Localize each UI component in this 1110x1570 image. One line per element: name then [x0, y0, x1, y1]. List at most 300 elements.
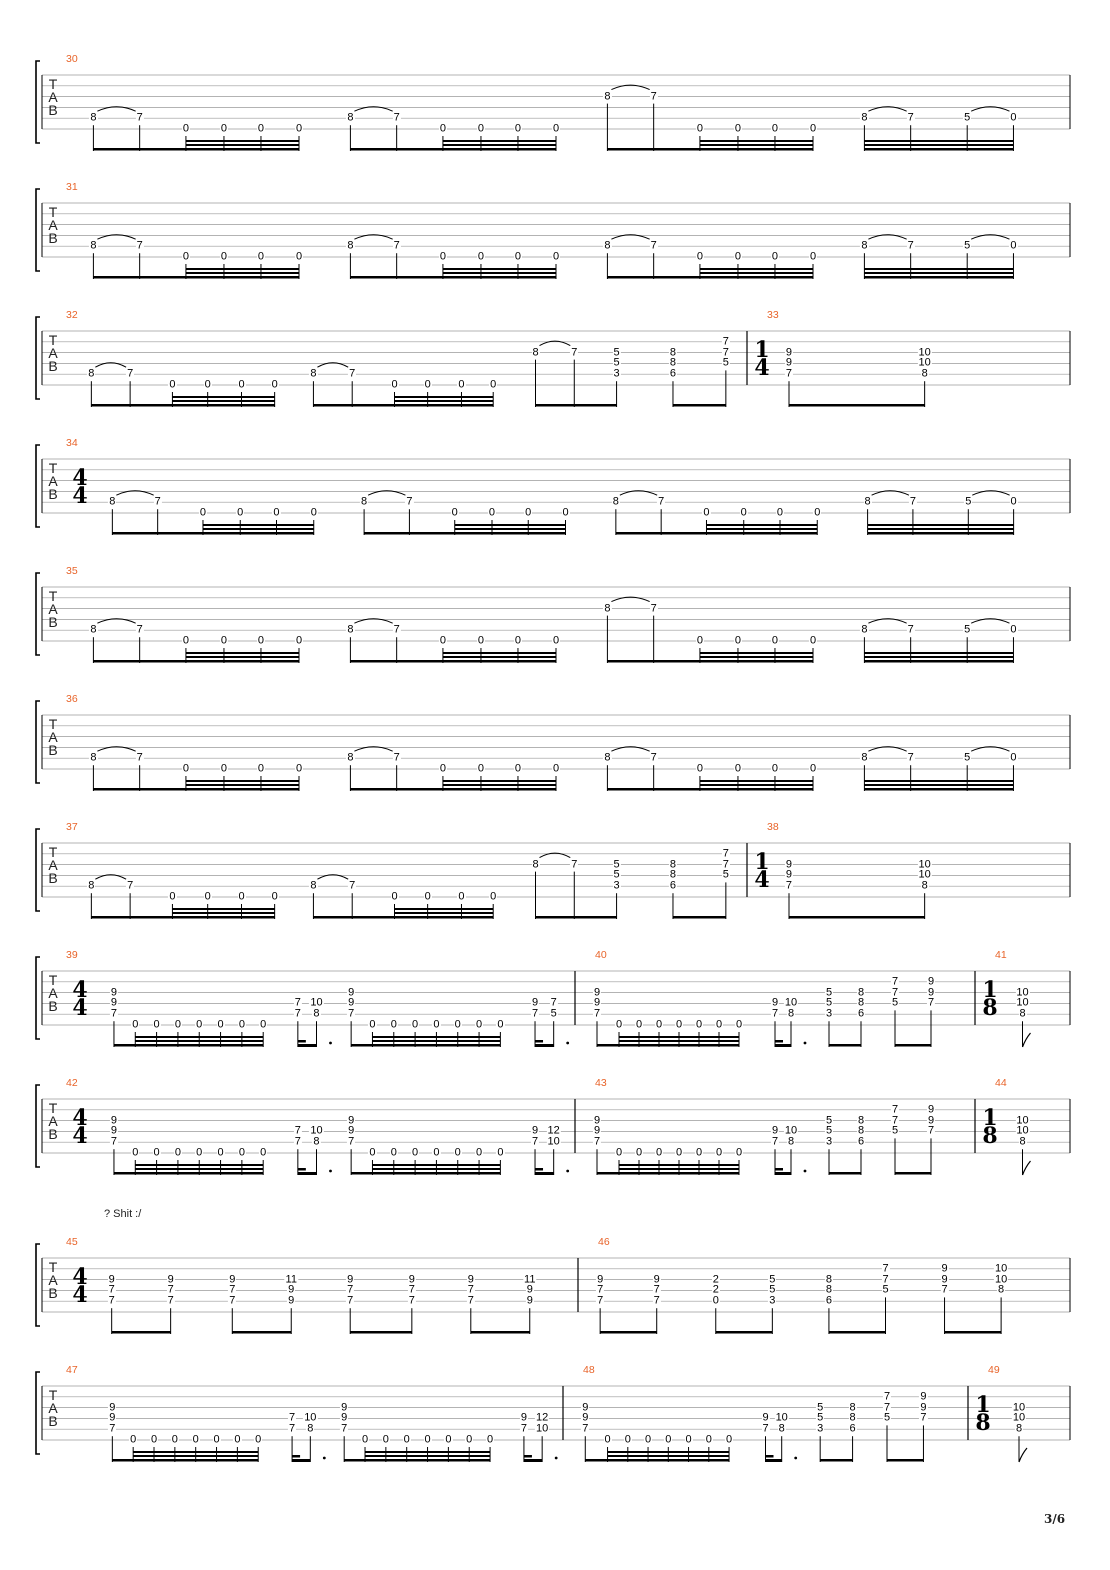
fret-number: 7 — [920, 1411, 927, 1424]
tab-clef-letter: B — [48, 870, 58, 886]
fret-number: 5 — [891, 1124, 899, 1137]
fret-number: 0 — [655, 1146, 663, 1159]
fret-number: 7 — [891, 986, 899, 999]
annotation-text: ? Shit :/ — [104, 1208, 142, 1220]
fret-number: 9 — [593, 1114, 601, 1127]
fret-number: 9 — [653, 1273, 660, 1286]
measure-number: 46 — [598, 1236, 610, 1248]
fret-number: 7 — [127, 879, 134, 892]
fret-number: 8 — [861, 623, 868, 636]
fret-number: 0 — [369, 1146, 376, 1159]
fret-number: 8 — [857, 986, 865, 999]
fret-number: 0 — [451, 506, 458, 519]
fret-number: 9 — [593, 1124, 601, 1137]
tab-clef-letter: T — [48, 1387, 58, 1403]
fret-number: 9 — [785, 346, 793, 359]
fret-number: 0 — [695, 1018, 703, 1031]
time-sig-bottom: 4 — [72, 483, 88, 510]
fret-number: 0 — [458, 890, 465, 903]
fret-number: 9 — [108, 1273, 115, 1286]
fret-number: 9 — [467, 1273, 474, 1286]
fret-number: 7 — [907, 239, 914, 252]
fret-number: 0 — [220, 122, 228, 135]
fret-number: 9 — [785, 356, 793, 369]
fret-number: 9 — [927, 986, 935, 999]
tab-clef-letter: B — [48, 998, 58, 1014]
fret-number: 8 — [347, 239, 354, 252]
fret-number: 0 — [439, 762, 446, 775]
fret-number: 0 — [466, 1433, 473, 1446]
fret-number: 0 — [255, 1433, 262, 1446]
fret-number: 0 — [361, 1433, 369, 1446]
fret-number: 7 — [393, 751, 400, 764]
fret-number: 9 — [348, 1124, 355, 1137]
fret-number: 7 — [393, 111, 400, 124]
fret-number: 7 — [658, 495, 665, 508]
fret-number: 9 — [927, 975, 935, 988]
fret-number: 0 — [1010, 495, 1017, 508]
fret-number: 0 — [192, 1433, 199, 1446]
time-sig-top: 4 — [72, 976, 88, 1003]
fret-number: 9 — [593, 996, 601, 1009]
fret-number: 0 — [217, 1018, 224, 1031]
fret-number: 0 — [514, 634, 522, 647]
fret-number: 0 — [130, 1433, 137, 1446]
fret-number: 0 — [295, 634, 303, 647]
fret-number: 0 — [696, 122, 703, 135]
tab-clef-letter: T — [48, 716, 58, 732]
fret-number: 7 — [883, 1390, 891, 1403]
fret-number: 5 — [964, 751, 971, 764]
fret-number: 0 — [412, 1146, 419, 1159]
measure-number: 33 — [767, 309, 779, 321]
fret-number: 0 — [809, 250, 817, 263]
fret-number: 0 — [488, 506, 496, 519]
fret-number: 9 — [520, 1411, 527, 1424]
fret-number: 0 — [635, 1018, 643, 1031]
fret-number: 0 — [132, 1018, 139, 1031]
fret-number: 8 — [921, 367, 928, 380]
fret-number: 8 — [313, 1007, 320, 1020]
fret-number: 7 — [882, 1262, 889, 1275]
time-sig-bottom: 8 — [982, 1123, 998, 1150]
fret-number: 9 — [408, 1273, 415, 1286]
fret-number: 0 — [182, 250, 189, 263]
fret-number: 8 — [787, 1007, 795, 1020]
fret-number: 0 — [552, 762, 560, 775]
fret-number: 7 — [571, 346, 578, 359]
time-sig-top: 4 — [72, 1104, 88, 1131]
time-sig-bottom: 4 — [754, 355, 770, 382]
fret-number: 9 — [941, 1262, 948, 1275]
fret-number: 7 — [294, 1124, 301, 1137]
fret-number: 0 — [424, 378, 431, 391]
fret-number: 8 — [604, 90, 611, 103]
fret-number: 0 — [490, 378, 497, 391]
fret-number: 9 — [597, 1273, 604, 1286]
fret-number: 0 — [525, 506, 532, 519]
tab-clef-letter: T — [48, 1259, 58, 1275]
tab-clef-letter: B — [48, 230, 58, 246]
fret-number: 8 — [347, 751, 354, 764]
fret-number: 7 — [136, 239, 143, 252]
measure-number: 30 — [66, 53, 78, 65]
fret-number: 0 — [475, 1018, 483, 1031]
fret-number: 7 — [136, 623, 143, 636]
fret-number: 8 — [604, 751, 611, 764]
fret-number: 8 — [825, 1273, 832, 1286]
measure-number: 47 — [66, 1364, 78, 1376]
fret-number: 7 — [653, 1294, 660, 1307]
fret-number: 7 — [582, 1422, 589, 1435]
fret-number: 7 — [393, 623, 400, 636]
fret-number: 3 — [817, 1422, 824, 1435]
fret-number: 3 — [613, 879, 620, 892]
fret-number: 5 — [613, 868, 620, 881]
fret-number: 0 — [635, 1146, 643, 1159]
fret-number: 7 — [289, 1422, 296, 1435]
fret-number: 0 — [171, 1433, 178, 1446]
measure-number: 40 — [595, 949, 607, 961]
fret-number: 0 — [220, 762, 228, 775]
fret-number: 8 — [669, 858, 677, 871]
fret-number: 7 — [408, 1294, 415, 1307]
tab-clef-letter: T — [48, 460, 58, 476]
fret-number: 7 — [550, 996, 557, 1009]
fret-number: 10 — [304, 1411, 317, 1424]
fret-number: 0 — [238, 1146, 245, 1159]
fret-number: 0 — [715, 1018, 723, 1031]
fret-number: 8 — [88, 367, 95, 380]
fret-number: 8 — [857, 996, 865, 1009]
fret-number: 0 — [477, 634, 485, 647]
fret-number: 8 — [532, 346, 539, 359]
fret-number: 0 — [238, 890, 245, 903]
fret-number: 0 — [390, 1146, 397, 1159]
fret-number: 10 — [1016, 986, 1029, 999]
fret-number: 7 — [347, 1283, 354, 1296]
time-sig-bottom: 4 — [72, 1123, 88, 1150]
fret-number: 10 — [1016, 996, 1029, 1009]
fret-number: 0 — [712, 1294, 719, 1307]
fret-number: 0 — [552, 250, 560, 263]
tab-clef-letter: B — [48, 1126, 58, 1142]
fret-number: 0 — [310, 506, 317, 519]
tab-clef-letter: A — [48, 601, 58, 617]
fret-number: 8 — [1019, 1135, 1026, 1148]
fret-number: 0 — [562, 506, 569, 519]
fret-number: 7 — [593, 1135, 601, 1148]
fret-number: 10 — [918, 346, 931, 359]
measure-number: 42 — [66, 1077, 78, 1089]
fret-number: 0 — [237, 506, 244, 519]
fret-number: 7 — [785, 367, 793, 380]
fret-number: 7 — [771, 1135, 779, 1148]
fret-number: 8 — [864, 495, 871, 508]
fret-number: 0 — [257, 634, 265, 647]
tab-clef-letter: A — [48, 89, 58, 105]
fret-number: 7 — [907, 623, 914, 636]
fret-number: 7 — [907, 111, 914, 124]
fret-number: 7 — [109, 1422, 116, 1435]
measure-number: 44 — [995, 1077, 1007, 1089]
fret-number: 9 — [109, 1411, 116, 1424]
fret-number: 8 — [1019, 1007, 1026, 1020]
fret-number: 7 — [167, 1283, 174, 1296]
fret-number: 7 — [229, 1294, 236, 1307]
tab-clef-letter: B — [48, 1413, 58, 1429]
fret-number: 5 — [882, 1283, 889, 1296]
fret-number: 7 — [650, 239, 657, 252]
fret-number: 0 — [477, 122, 485, 135]
fret-number: 0 — [552, 122, 560, 135]
fret-number: 5 — [965, 495, 972, 508]
fret-number: 9 — [920, 1401, 927, 1414]
fret-number: 9 — [941, 1273, 948, 1286]
measure-number: 48 — [583, 1364, 595, 1376]
fret-number: 0 — [433, 1146, 440, 1159]
fret-number: 5 — [722, 868, 729, 881]
fret-number: 0 — [217, 1146, 224, 1159]
fret-number: 0 — [369, 1018, 376, 1031]
measure-number: 45 — [66, 1236, 78, 1248]
fret-number: 0 — [182, 122, 189, 135]
fret-number: 8 — [307, 1422, 314, 1435]
fret-number: 8 — [849, 1401, 856, 1414]
fret-number: 8 — [90, 111, 97, 124]
fret-number: 0 — [514, 762, 522, 775]
fret-number: 6 — [669, 367, 677, 380]
fret-number: 0 — [445, 1433, 452, 1446]
tab-clef-letter: T — [48, 844, 58, 860]
fret-number: 10 — [784, 1124, 798, 1137]
fret-number: 0 — [238, 378, 245, 391]
fret-number: 0 — [153, 1018, 160, 1031]
fret-number: 6 — [857, 1007, 865, 1020]
fret-number: 0 — [490, 890, 497, 903]
fret-number: 9 — [109, 1401, 116, 1414]
fret-number: 0 — [412, 1018, 419, 1031]
fret-number: 0 — [1010, 623, 1017, 636]
fret-number: 8 — [669, 346, 677, 359]
fret-number: 0 — [439, 122, 446, 135]
fret-number: 9 — [531, 996, 539, 1009]
fret-number: 0 — [514, 122, 522, 135]
fret-number: 5 — [825, 1114, 833, 1127]
fret-number: 0 — [809, 122, 817, 135]
fret-number: 9 — [771, 1124, 779, 1137]
fret-number: 9 — [341, 1401, 348, 1414]
time-sig-top: 4 — [72, 1263, 88, 1290]
fret-number: 7 — [127, 367, 134, 380]
tab-clef-letter: B — [48, 102, 58, 118]
fret-number: 0 — [696, 634, 703, 647]
fret-number: 0 — [150, 1433, 158, 1446]
fret-number: 7 — [154, 495, 161, 508]
tab-clef-letter: T — [48, 204, 58, 220]
fret-number: 0 — [196, 1146, 203, 1159]
fret-number: 0 — [497, 1018, 504, 1031]
fret-number: 0 — [174, 1018, 181, 1031]
fret-number: 9 — [348, 996, 355, 1009]
fret-number: 0 — [675, 1018, 683, 1031]
fret-number: 7 — [722, 858, 729, 871]
fret-number: 11 — [524, 1273, 536, 1286]
fret-number: 2 — [712, 1283, 719, 1296]
fret-number: 0 — [1010, 751, 1017, 764]
tab-clef-letter: B — [48, 358, 58, 374]
fret-number: 0 — [771, 762, 779, 775]
fret-number: 7 — [762, 1422, 769, 1435]
fret-number: 7 — [348, 1135, 355, 1148]
fret-number: 8 — [310, 367, 317, 380]
fret-number: 0 — [213, 1433, 220, 1446]
fret-number: 0 — [665, 1433, 672, 1446]
fret-number: 0 — [705, 1433, 712, 1446]
fret-number: 9 — [771, 996, 779, 1009]
fret-number: 0 — [624, 1433, 631, 1446]
fret-number: 0 — [238, 1018, 245, 1031]
fret-number: 0 — [514, 250, 522, 263]
fret-number: 0 — [220, 250, 228, 263]
measure-number: 49 — [988, 1364, 1000, 1376]
fret-number: 7 — [349, 367, 356, 380]
fret-number: 8 — [604, 239, 611, 252]
fret-number: 10 — [310, 1124, 323, 1137]
fret-number: 7 — [531, 1135, 539, 1148]
fret-number: 0 — [740, 506, 747, 519]
fret-number: 10 — [994, 1262, 1008, 1275]
fret-number: 8 — [347, 623, 354, 636]
fret-number: 0 — [497, 1146, 504, 1159]
fret-number: 0 — [182, 634, 189, 647]
fret-number: 5 — [964, 111, 971, 124]
fret-number: 5 — [722, 356, 729, 369]
fret-number: 8 — [361, 495, 368, 508]
fret-number: 10 — [310, 996, 323, 1009]
fret-number: 9 — [582, 1401, 589, 1414]
fret-number: 7 — [467, 1283, 474, 1296]
fret-number: 0 — [735, 1018, 743, 1031]
fret-number: 0 — [257, 122, 265, 135]
fret-number: 6 — [669, 879, 677, 892]
fret-number: 0 — [734, 122, 742, 135]
tab-clef-letter: T — [48, 1100, 58, 1116]
fret-number: 8 — [532, 858, 539, 871]
fret-number: 7 — [722, 346, 729, 359]
fret-number: 0 — [454, 1018, 461, 1031]
fret-number: 0 — [295, 250, 303, 263]
tab-clef-letter: A — [48, 985, 58, 1001]
fret-number: 0 — [695, 1146, 703, 1159]
fret-number: 7 — [593, 1007, 601, 1020]
fret-number: 0 — [271, 890, 278, 903]
fret-number: 7 — [348, 1007, 355, 1020]
fret-number: 0 — [475, 1146, 483, 1159]
measure-number: 35 — [66, 565, 78, 577]
fret-number: 0 — [390, 1018, 397, 1031]
fret-number: 7 — [722, 335, 729, 348]
fret-number: 7 — [571, 858, 578, 871]
fret-number: 0 — [644, 1433, 652, 1446]
fret-number: 9 — [229, 1273, 236, 1286]
fret-number: 8 — [604, 602, 611, 615]
fret-number: 7 — [520, 1422, 527, 1435]
tab-clef-letter: A — [48, 345, 58, 361]
fret-number: 0 — [809, 634, 817, 647]
fret-number: 12 — [536, 1411, 549, 1424]
tab-clef-letter: A — [48, 217, 58, 233]
fret-number: 0 — [169, 378, 176, 391]
fret-number: 0 — [439, 250, 446, 263]
fret-number: 5 — [964, 239, 971, 252]
fret-number: 0 — [604, 1433, 611, 1446]
fret-number: 6 — [857, 1135, 865, 1148]
time-sig-top: 1 — [975, 1391, 991, 1418]
fret-number: 9 — [348, 1114, 355, 1127]
page-number: 3/6 — [1044, 1512, 1066, 1526]
fret-number: 0 — [169, 890, 176, 903]
fret-number: 11 — [285, 1273, 297, 1286]
fret-number: 0 — [776, 506, 784, 519]
fret-number: 8 — [857, 1114, 865, 1127]
tab-clef-letter: B — [48, 486, 58, 502]
fret-number: 5 — [613, 346, 620, 359]
fret-number: 7 — [294, 996, 301, 1009]
fret-number: 0 — [477, 762, 485, 775]
fret-number: 7 — [136, 751, 143, 764]
measure-number: 37 — [66, 821, 78, 833]
fret-number: 7 — [229, 1283, 236, 1296]
fret-number: 7 — [110, 1007, 118, 1020]
fret-number: 12 — [547, 1124, 560, 1137]
fret-number: 7 — [136, 111, 143, 124]
fret-number: 9 — [167, 1273, 174, 1286]
fret-number: 0 — [439, 634, 446, 647]
fret-number: 9 — [785, 868, 793, 881]
fret-number: 0 — [271, 378, 278, 391]
fret-number: 0 — [458, 378, 465, 391]
fret-number: 8 — [612, 495, 619, 508]
tab-clef-letter: B — [48, 742, 58, 758]
time-sig-bottom: 4 — [72, 995, 88, 1022]
fret-number: 9 — [110, 986, 118, 999]
fret-number: 0 — [433, 1018, 440, 1031]
fret-number: 10 — [547, 1135, 560, 1148]
fret-number: 7 — [597, 1283, 604, 1296]
fret-number: 0 — [204, 378, 211, 391]
fret-number: 0 — [477, 250, 485, 263]
fret-number: 0 — [174, 1146, 181, 1159]
tab-clef-letter: A — [48, 1400, 58, 1416]
fret-number: 0 — [675, 1146, 683, 1159]
fret-number: 9 — [582, 1411, 589, 1424]
fret-number: 0 — [424, 1433, 431, 1446]
fret-number: 0 — [153, 1146, 160, 1159]
fret-number: 9 — [288, 1294, 295, 1307]
fret-number: 8 — [825, 1283, 832, 1296]
fret-number: 5 — [817, 1401, 824, 1414]
fret-number: 8 — [90, 751, 97, 764]
fret-number: 10 — [918, 858, 931, 871]
tab-clef-letter: T — [48, 76, 58, 92]
fret-number: 7 — [941, 1283, 948, 1296]
time-sig-top: 1 — [754, 848, 770, 875]
fret-number: 7 — [597, 1294, 604, 1307]
fret-number: 7 — [891, 1114, 899, 1127]
time-sig-bottom: 4 — [754, 867, 770, 894]
fret-number: 8 — [669, 356, 677, 369]
